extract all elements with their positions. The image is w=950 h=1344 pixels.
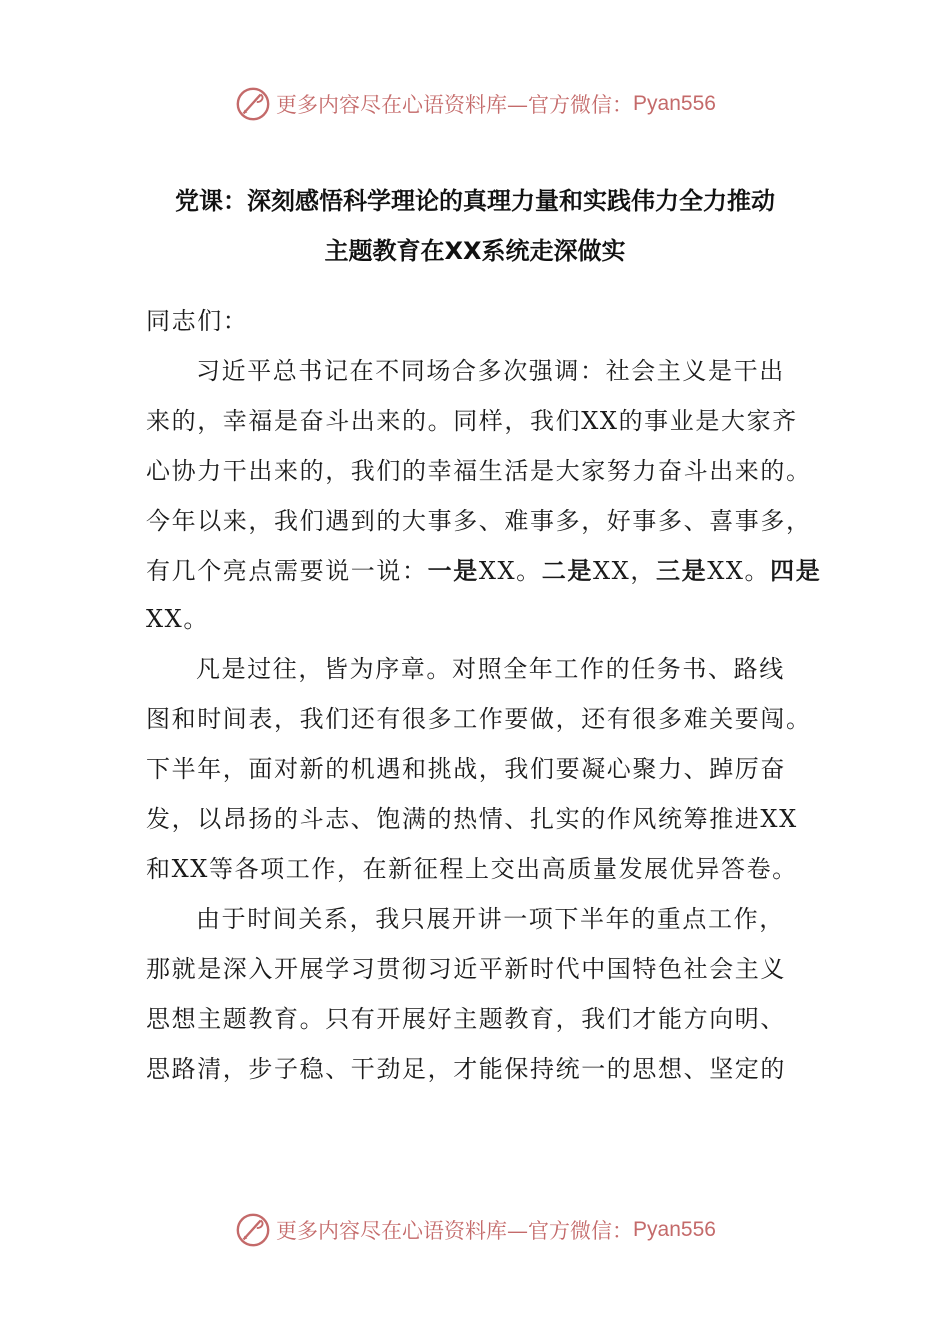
document-title-line-2: 主题教育在XX系统走深做实 (324, 237, 626, 265)
highlight-label-4: 四是 (770, 557, 822, 585)
highlight-value-3: XX。 (707, 557, 771, 585)
highlight-value-1: XX。 (478, 557, 542, 585)
quill-logo-icon (234, 85, 272, 123)
paragraph-1-line-6: XX。 (146, 605, 209, 633)
paragraph-3-line-1: 由于时间关系，我只展开讲一项下半年的重点工作， (196, 905, 785, 933)
paragraph-2-line-1: 凡是过往，皆为序章。对照全年工作的任务书、路线 (196, 655, 785, 683)
highlight-label-1: 一是 (427, 557, 479, 585)
paragraph-2-line-3: 下半年，面对新的机遇和挑战，我们要凝心聚力、踔厉奋 (146, 755, 786, 783)
banner-text: 更多内容尽在心语资料库—官方微信： (276, 1219, 634, 1243)
paragraph-2-line-4: 发，以昂扬的斗志、饱满的热情、扎实的作风统筹推进XX (146, 805, 798, 833)
highlight-label-3: 三是 (655, 557, 708, 585)
paragraph-1-line-3: 心协力干出来的，我们的幸福生活是大家努力奋斗出来的。 (146, 457, 812, 485)
banner-text: 更多内容尽在心语资料库—官方微信： (276, 93, 634, 117)
quill-logo-icon (234, 1211, 272, 1249)
paragraph-2-line-2: 图和时间表，我们还有很多工作要做，还有很多难关要闯。 (146, 705, 812, 733)
paragraph-1-line-1: 习近平总书记在不同场合多次强调：社会主义是干出 (196, 357, 785, 385)
paragraph-1-line-4: 今年以来，我们遇到的大事多、难事多，好事多、喜事多， (146, 507, 812, 535)
paragraph-3-line-3: 思想主题教育。只有开展好主题教育，我们才能方向明、 (146, 1005, 786, 1033)
highlight-label-2: 二是 (541, 557, 593, 585)
highlight-value-2: XX， (593, 557, 656, 585)
header-banner (0, 82, 950, 126)
salutation: 同志们： (146, 307, 249, 335)
banner-wechat-id: Pyan556 (633, 92, 716, 115)
paragraph-1-line-5 (146, 556, 822, 586)
highlights-intro: 有几个亮点需要说一说： (146, 557, 428, 585)
paragraph-3-line-2: 那就是深入开展学习贯彻习近平新时代中国特色社会主义 (146, 955, 786, 983)
paragraph-1-line-2: 来的，幸福是奋斗出来的。同样，我们XX的事业是大家齐 (146, 407, 798, 435)
document-title-line-1: 党课：深刻感悟科学理论的真理力量和实践伟力全力推动 (175, 187, 775, 215)
paragraph-2-line-5: 和XX等各项工作，在新征程上交出高质量发展优异答卷。 (146, 855, 798, 883)
footer-banner (0, 1208, 950, 1252)
paragraph-3-line-4: 思路清，步子稳、干劲足，才能保持统一的思想、坚定的 (146, 1055, 786, 1083)
banner-wechat-id: Pyan556 (633, 1218, 716, 1241)
